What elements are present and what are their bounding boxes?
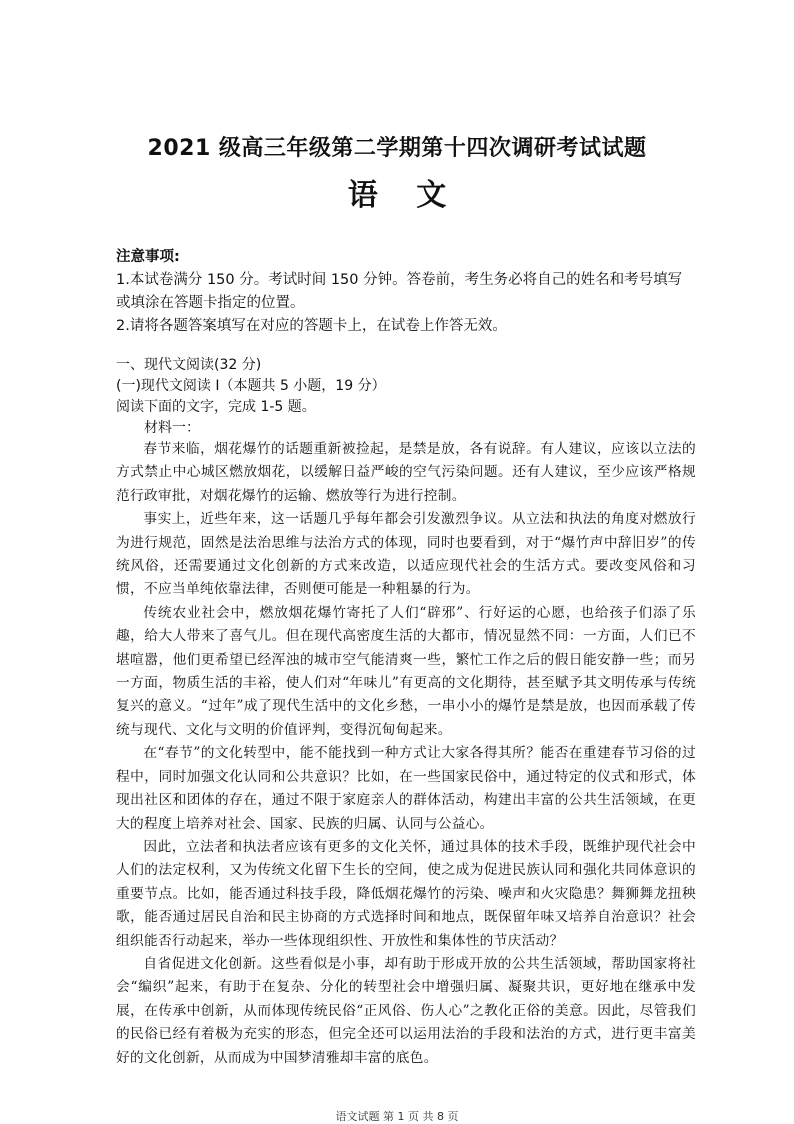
passage-paragraph: 春节来临，烟花爆竹的话题重新被捡起，是禁是放，各有说辞。有人建议，应该以立法的方式禁止中心城区燃放烟花，以缓解日益严峻的空气污染问题。还有人建议，至少应该严格规范行政审批，对烟花爆竹的运输、燃放等行为进行控制。 [116, 441, 696, 504]
material-label: 材料一： [144, 420, 200, 436]
passage-paragraph: 传统农业社会中，燃放烟花爆竹寄托了人们“辟邪”、行好运的心愿，也给孩子们添了乐趣，给大人带来了喜气儿。但在现代高密度生活的大都市，情况显然不同：一方面，人们已不堪喧嚣，他们更希望已经浑浊的城市空气能清爽一些，繁忙工作之后的假日能安静一些；而另一方面，物质生活的丰裕，使人们对“年味儿”有更高的文化期待，甚至赋予其文明传承与传统复兴的意义。“过年”成了现代生活中的文化乡愁，一串小小的爆竹是禁是放，也因而承载了传统与现代、文化与文明的价值评判，变得沉甸甸起来。 [116, 604, 696, 738]
notice-item-1: 1.本试卷满分 150 分。考试时间 150 分钟。答卷前，考生务必将自己的姓名和考号填写或填涂在答题卡指定的位置。 [116, 272, 683, 311]
part-title: 一、现代文阅读(32 分) [116, 357, 262, 373]
reading-instruction: 阅读下面的文字，完成 1-5 题。 [116, 399, 316, 415]
subpart-title: (一)现代文阅读 I（本题共 5 小题，19 分） [116, 378, 386, 394]
passage-paragraph: 自省促进文化创新。这些看似是小事，却有助于形成开放的公共生活领域，帮助国家将社会“编织”起来，有助于在复杂、分化的转型社会中增强归属、凝聚共识，更好地在继承中发展，在传承中创新，从而体现传统民俗“正风俗、伤人心”之教化正俗的美意。因此，尽管我们的民俗已经有着极为充实的形态，但完全还可以运用法治的手段和法治的方式，进行更丰富美好的文化创新，从而成为中国梦清雅却丰富的底色。 [116, 955, 696, 1066]
page-footer: 语文试题 第 1 页 共 8 页 [335, 1110, 459, 1123]
subject-title: 语 文 [347, 178, 461, 213]
passage-paragraph: 因此，立法者和执法者应该有更多的文化关怀，通过具体的技术手段，既维护现代社会中人们的法定权利，又为传统文化留下生长的空间，使之成为促进民族认同和强化共同体意识的重要节点。比如，能否通过科技手段，降低烟花爆竹的污染、噪声和火灾隐患？舞狮舞龙扭秧歌，能否通过居民自治和民主协商的方式选择时间和地点，既保留年味又培养自治意识？社会组织能否行动起来，举办一些体现组织性、开放性和集体性的节庆活动？ [116, 838, 696, 949]
passage-paragraph: 在“春节”的文化转型中，能不能找到一种方式让大家各得其所？能否在重建春节习俗的过程中，同时加强文化认同和公共意识？比如，在一些国家民俗中，通过特定的仪式和形式，体现出社区和团体的存在，通过不限于家庭亲人的群体活动，构建出丰富的公共生活领域，在更大的程度上培养对社会、国家、民族的归属、认同与公益心。 [116, 745, 696, 832]
section-header [116, 355, 706, 439]
notice-item-2: 2.请将各题答案填写在对应的答题卡上，在试卷上作答无效。 [116, 318, 507, 334]
notice-block [116, 246, 696, 338]
reading-passage [116, 438, 696, 1070]
passage-paragraph: 事实上，近些年来，这一话题几乎每年都会引发激烈争议。从立法和执法的角度对燃放行为进行规范，固然是法治思维与法治方式的体现，同时也要看到，对于“爆竹声中辞旧岁”的传统风俗，还需要通过文化创新的方式来改造，以适应现代社会的生活方式。要改变风俗和习惯，不应当单纯依靠法律，否则便可能是一种粗暴的行为。 [116, 511, 696, 598]
notice-heading: 注意事项: [116, 249, 180, 265]
exam-title: 2021 级高三年级第二学期第十四次调研考试试题 [147, 136, 647, 161]
